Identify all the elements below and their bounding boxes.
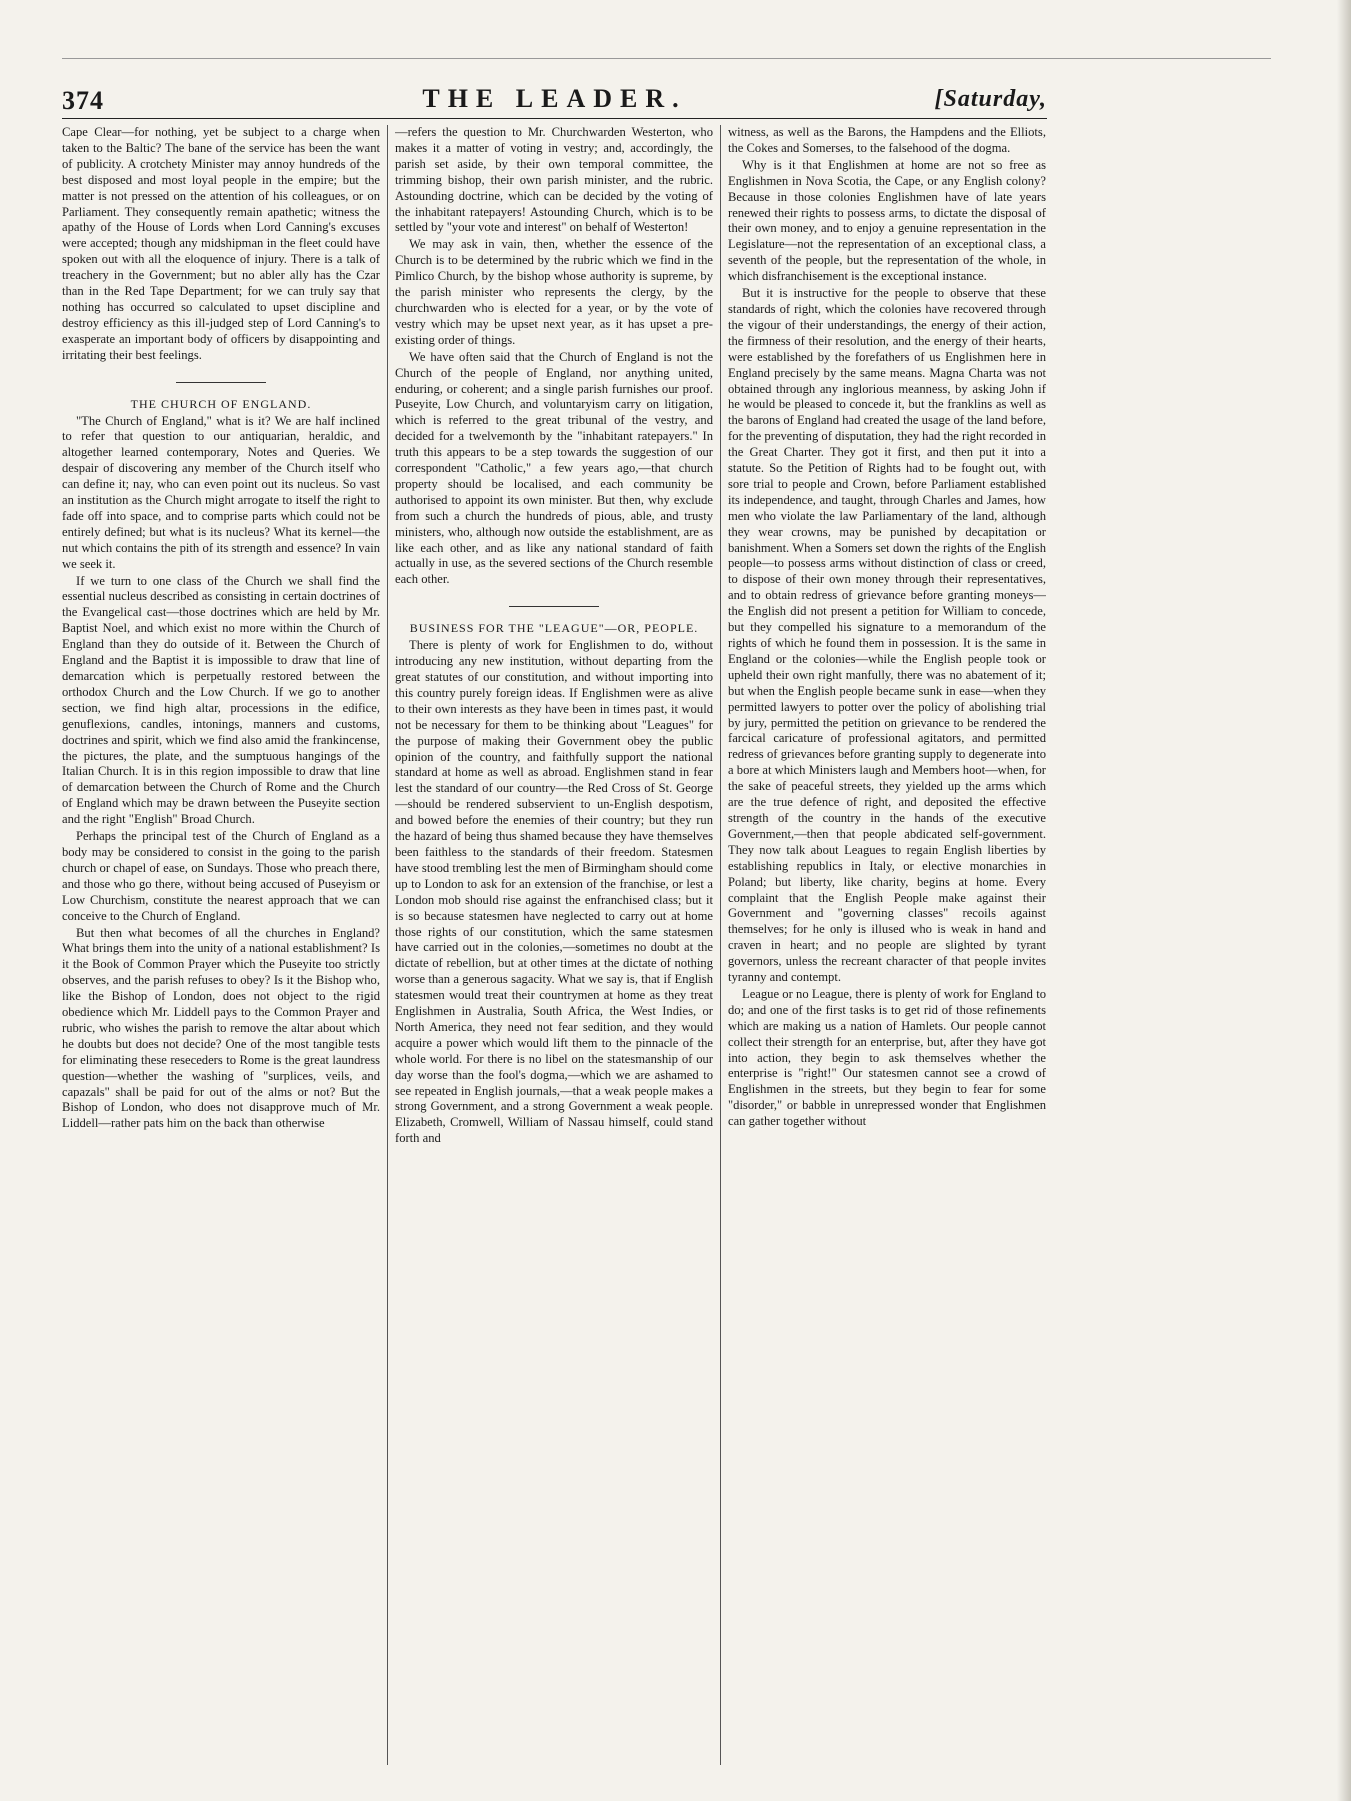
article-heading: BUSINESS FOR THE "LEAGUE"—OR, PEOPLE.	[409, 621, 699, 636]
issue-day: [Saturday,	[934, 86, 1047, 112]
section-divider	[176, 382, 266, 383]
article-heading: THE CHURCH OF ENGLAND.	[130, 396, 312, 411]
column-3	[728, 125, 1046, 1765]
masthead	[62, 78, 1047, 119]
column-rule	[387, 125, 388, 1765]
section-divider	[509, 606, 599, 607]
paragraph: Perhaps the principal test of the Church of England as a body may be considered to consist in the going to the parish church or chapel of ease, on Sundays. Those who preach there, and those who go there, without being accused of Puseyism or Low Churchism, constitute the nearest approach that we can conceive to the Church of England.	[62, 829, 380, 923]
newspaper-title: THE LEADER.	[422, 84, 687, 113]
paragraph: We have often said that the Church of England is not the Church of the people of England, nor anything united, enduring, or coherent; and a single parish furnishes our proof. Puseyite, Low Church, and voluntaryism carry on litigation, which is referred to the great tribunal of the vestry, and decided for a twelvemonth by the "inhabitant ratepayers." In truth this appears to be a step towards the suggestion of our correspondent "Catholic," a few years ago,—that church property should be localised, and each community be authorised to appoint its own minister. But then, why exclude from such a church the hundreds of pious, able, and trusty ministers, who, although now outside the establishment, are as like each other, and as like any national standard of faith actually in use, as the severed sections of the Church resemble each other.	[395, 349, 713, 587]
paragraph: —refers the question to Mr. Churchwarden Westerton, who makes it a matter of voting in vestry; and, accordingly, the parish set aside, by their own temporal committee, the trimming bishop, their own parish minister, and the rubric. Astounding doctrine, which can be decided by the voting of the inhabitant ratepayers! Astounding Church, which is to be settled by "your vote and interest" on behalf of Westerton!	[395, 125, 713, 235]
paragraph: Cape Clear—for nothing, yet be subject to a charge when taken to the Baltic? The bane of the service has been the want of publicity. A crotchety Minister may annoy hundreds of the best disposed and most loyal people in the empire; but the matter is not pressed on the attention of his colleagues, or on Parliament. They consequently remain apathetic; witness the apathy of the House of Lords when Lord Canning's excuses were accepted; though any midshipman in the fleet could have spoken out with all the eloquence of injury. There is a talk of treachery in the Government; but no abler ally has the Czar than in the Red Tape Department; for we can truly say that nothing has occurred so calculated to upset discipline and destroy efficiency as this ill-judged step of Lord Canning's to exasperate an important body of officers by disappointing and irritating their best feelings.	[62, 125, 380, 362]
paragraph: League or no League, there is plenty of work for England to do; and one of the first tasks is to get rid of those refinements which are making us a nation of Hamlets. Our people cannot collect their strength for an enterprise, but, after they have got into action, they begin to ask themselves whether the enterprise is "right!" Our statesmen cannot see a crowd of Englishmen in the streets, but they begin to fear for some "disorder," or babble in unrepressed wonder that Englishmen can gather together without	[728, 986, 1046, 1129]
top-margin-rule	[62, 58, 1271, 59]
article-columns	[62, 125, 1047, 1765]
page-edge-shadow	[1337, 0, 1351, 1801]
paragraph: We may ask in vain, then, whether the essence of the Church is to be determined by the rubric which we find in the Pimlico Church, by the bishop whose authority is supreme, by the parish minister who represents the clergy, by the churchwarden who is elected for a year, or by the vote of vestry which may be upset next year, as it has upset a pre-existing order of things.	[395, 237, 713, 347]
paragraph: witness, as well as the Barons, the Hampdens and the Elliots, the Cokes and Somerses, to the falsehood of the dogma.	[728, 125, 1046, 155]
column-2	[395, 125, 713, 1765]
paragraph: "The Church of England," what is it? We are half inclined to refer that question to our antiquarian, heraldic, and altogether learned contemporary, Notes and Queries. We despair of discovering any member of the Church itself who can define it; nay, who can even point out its nucleus. So vast an institution as the Church might arrogate to itself the right to fade off into space, and to comprise parts which could not be entirely defined; but what is its nucleus? What its kernel—the nut which contains the pith of its strength and essence? In vain we seek it.	[62, 413, 380, 571]
paragraph: But it is instructive for the people to observe that these standards of right, which the colonies have recovered through the vigour of their understandings, the energy of their action, the firmness of their resolution, and the energy of their hearts, were established by the forefathers of us Englishmen here in England precisely by the same means. Magna Charta was not obtained through any inglorious meanness, by asking John if he would be pleased to concede it, but the franklins as well as the barons of England had created the usage of the land before, for the preventing of disputation, they had the right recorded in the Great Charter. They got it first, and then put it into a statute. So the Petition of Rights had to be fought out, with sore trial to people and Crown, before Parliament established its independence, and taught, through Charles and James, how men who violate the law Parliamentary of the land, although they wear crowns, may be punished by decapitation or banishment. When a Somers set down the rights of the English people—to possess arms without distinction of class or creed, to dispose of their own money through their representatives, and to obtain redress of grievance before granting moneys—the English did not present a petition for William to concede, but they compelled his signature to a memorandum of the rights of which he found them in possession. It is the same in England or the colonies—while the English people took or upheld their own right manfully, there was no abatement of it; but when the English people became sunk in ease—when they permitted lawyers to potter over the policy of abolishing trial by jury, permitted the petition on grievance to be rendered the farcical caricature of professional agitators, and permitted redress of grievances before granting supply to degenerate into a bore at which Ministers laugh and Members hoot—when, for the sake of peaceful streets, they yielded up the arms which are the true defence of right, and deposited the effective strength of the country in the hands of the executive Government,—then that people abdicated self-government. They now talk about Leagues to regain English liberties by establishing republics in Italy, or elective monarchies in Poland; but liberty, like charity, begins at home. Every complaint that the English People make against their Government and "governing classes" recoils against themselves; for he only is illused who is weak in hand and craven in heart; and no people are slighted by tyrant governors, unless the recreant character of that people invites tyranny and contempt.	[728, 286, 1046, 985]
page-number: 374	[62, 86, 104, 115]
newspaper-page	[62, 78, 1047, 1768]
paragraph: But then what becomes of all the churches in England? What brings them into the unity of a national establishment? Is it the Book of Common Prayer which the Puseyite too strictly observes, and the parish refuses to obey? Is it the Bishop who, like the Bishop of London, does not object to the rigid obedience which Mr. Liddell pays to the Common Prayer and rubric, who wishes the parish to remove the altar about which he doubts but does not decide? One of the most tangible tests for eliminating these reseceders to Rome is the great laundress question—whether the washing of "surplices, veils, and capazals" shall be paid for out of the alms or not? But the Bishop of London, who does not disapprove much of Mr. Liddell—rather pats him on the back than otherwise	[62, 925, 380, 1131]
paragraph: There is plenty of work for Englishmen to do, without introducing any new institution, without departing from the great statutes of our constitution, and without importing into this country purely foreign ideas. If Englishmen were as alive to their own interests as they have been in times past, it would not be necessary for them to be thinking about "Leagues" for the purpose of making their Government obey the public opinion of the country, and faithfully support the national standard at home as well as abroad. Englishmen stand in fear lest the standard of our country—the Red Cross of St. George—should be rendered subservient to un-English despotism, and bowed before the enemies of their country; but they run the hazard of being thus shamed because they have themselves been faithless to the standards of their freedom. Statesmen have stood trembling lest the men of Birmingham should come up to London to ask for an extension of the franchise, or lest a London mob should rise against the enfranchised class; but it is so because statesmen have neglected to carry out at home those rights of our constitution, which the same statesmen have carried out in the colonies,—sometimes no doubt at the dictate of rebellion, but at other times at the dictate of nothing worse than a generous sagacity. What we say is, that if English statesmen would treat their countrymen at home as they treat Englishmen in Australia, South Africa, the West Indies, or North America, they need not fear sedition, and they would acquire a power which would lift them to the pinnacle of the whole world. For there is no libel on the statesmanship of our day worse than the fool's dogma,—which we are ashamed to see repeated in English journals,—that a weak people makes a strong Government, and a strong Government a weak people. Elizabeth, Cromwell, William of Nassau himself, could stand forth and	[395, 638, 713, 1146]
column-rule	[720, 125, 721, 1765]
paragraph: Why is it that Englishmen at home are not so free as Englishmen in Nova Scotia, the Cape, or any English colony? Because in those colonies Englishmen have of late years renewed their rights to possess arms, to dictate the disposal of their own money, and to enjoy a genuine representation in the Legislature—not the representation of an exceptional class, a seventh of the people, but the representation of the whole, in which disfranchisement is the exceptional instance.	[728, 157, 1046, 284]
column-1	[62, 125, 380, 1765]
paragraph: If we turn to one class of the Church we shall find the essential nucleus described as consisting in certain doctrines of the Evangelical cast—those doctrines which are held by Mr. Baptist Noel, and which exist no more within the Church of England than they do outside of it. Between the Church of England and the Baptist it is impossible to draw that line of demarcation which is perpetually restored between the orthodox Church and the Low Church. If we go to another section, we find high altar, processions in the edifice, genuflexions, candles, intonings, manners and customs, doctrines and spirit, which we find also amid the frankincense, the pictures, the plate, and the sumptuous hangings of the Italian Church. It is in this region impossible to draw that line of demarcation between the Church of Rome and the Church of England which may be drawn between the Puseyite section and the right "English" Broad Church.	[62, 573, 380, 827]
